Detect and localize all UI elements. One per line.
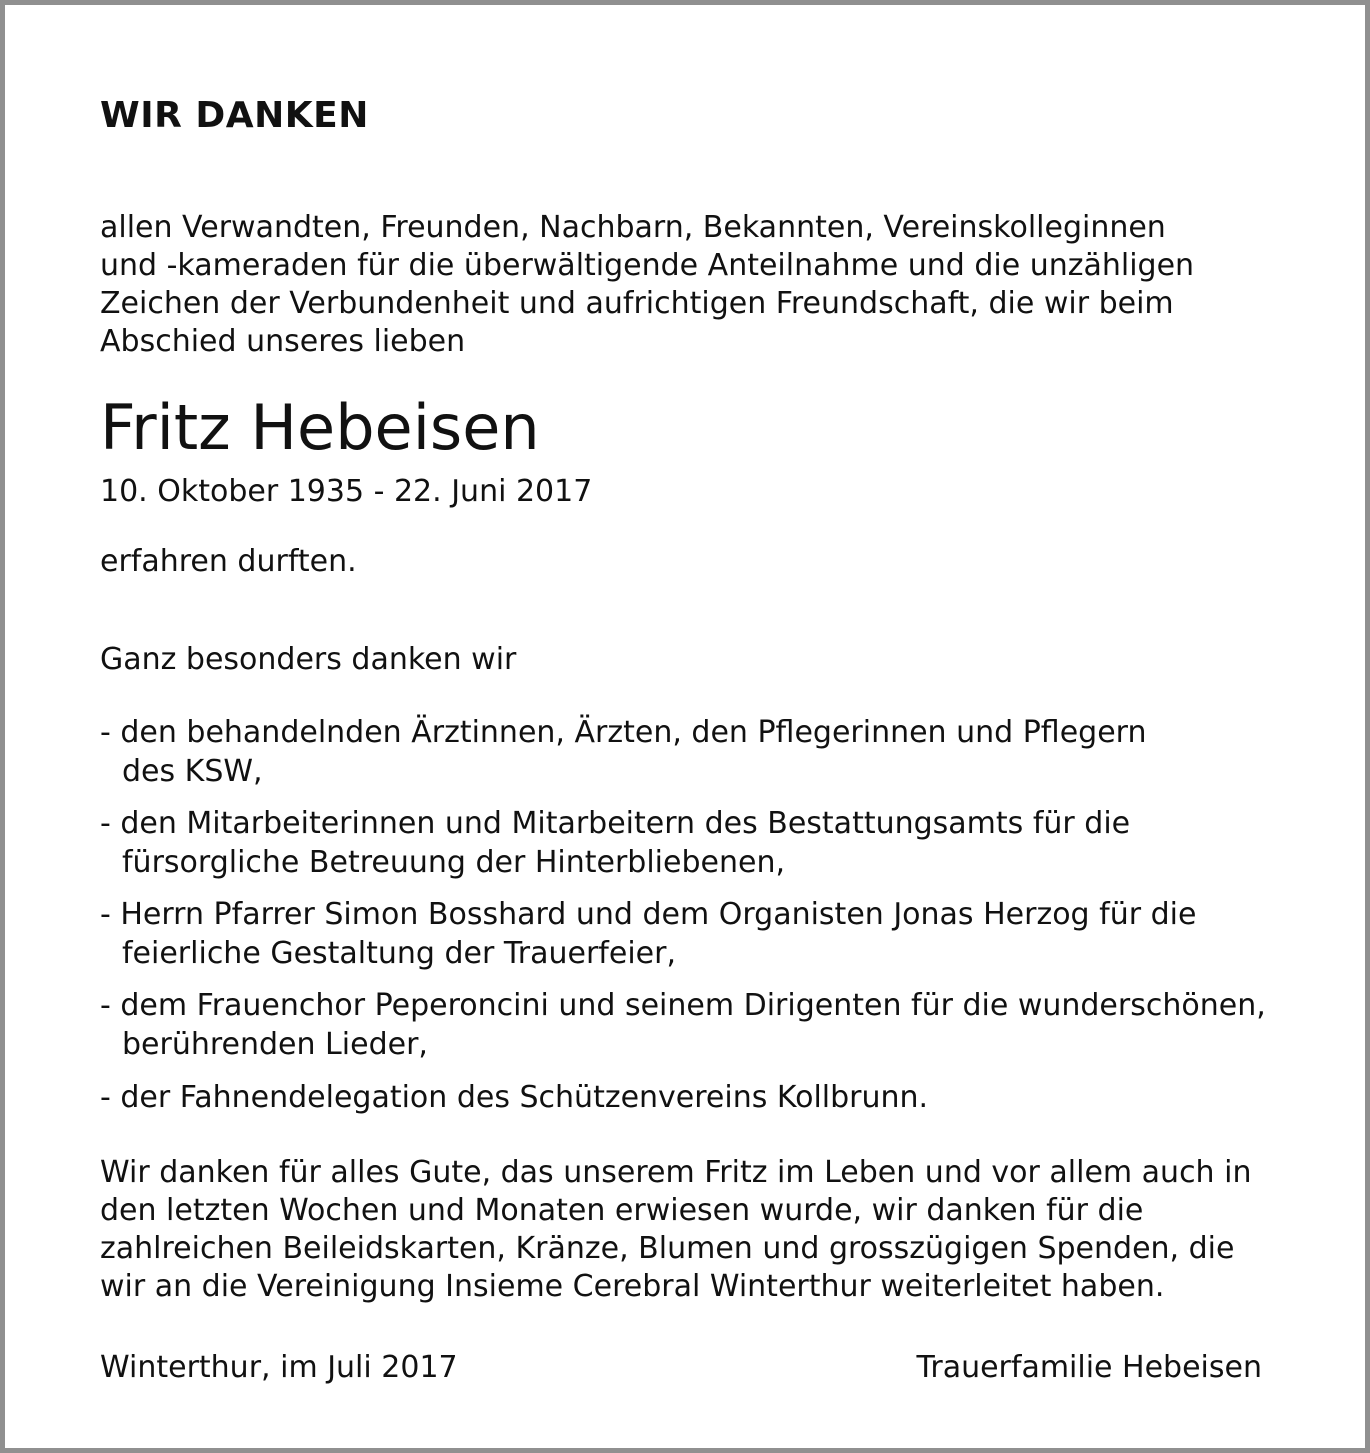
thanks-item <box>100 713 1146 791</box>
continuation-text: erfahren durften. <box>100 544 357 579</box>
thanks-item <box>100 804 1130 882</box>
intro-line: Abschied unseres lieben <box>100 324 466 359</box>
closing-line: Wir danken für alles Gute, das unserem Fritz im Leben und vor allem auch in <box>100 1155 1252 1190</box>
special-thanks-lead: Ganz besonders danken wir <box>100 642 517 677</box>
intro-line: und -kameraden für die überwältigende Anteilnahme und die unzähligen <box>100 248 1195 283</box>
notice-heading: WIR DANKEN <box>100 95 369 136</box>
thanks-item-continuation: feierliche Gestaltung der Trauerfeier, <box>122 936 676 971</box>
life-dates: 10. Oktober 1935 - 22. Juni 2017 <box>100 474 593 509</box>
deceased-name: Fritz Hebeisen <box>100 391 540 464</box>
thanks-item <box>100 986 1266 1064</box>
thanks-item-line: - der Fahnendelegation des Schützenvereins Kollbrunn. <box>100 1080 929 1115</box>
intro-line: Zeichen der Verbundenheit und aufrichtigen Freundschaft, die wir beim <box>100 286 1174 321</box>
closing-paragraph <box>100 1154 1251 1306</box>
place-date: Winterthur, im Juli 2017 <box>100 1350 458 1385</box>
thanks-item <box>100 895 1196 973</box>
closing-line: den letzten Wochen und Monaten erwiesen wurde, wir danken für die <box>100 1193 1144 1228</box>
family-signature: Trauerfamilie Hebeisen <box>916 1350 1262 1385</box>
closing-line: wir an die Vereinigung Insieme Cerebral Winterthur weiterleitet haben. <box>100 1269 1165 1304</box>
thanks-item-continuation: berührenden Lieder, <box>122 1027 428 1062</box>
thanks-item-continuation: fürsorgliche Betreuung der Hinterbliebenen, <box>122 845 785 880</box>
thanks-item-line: - dem Frauenchor Peperoncini und seinem Dirigenten für die wunderschönen, <box>100 988 1266 1023</box>
intro-paragraph <box>100 209 1194 361</box>
thanks-item-line: - Herrn Pfarrer Simon Bosshard und dem Organisten Jonas Herzog für die <box>100 897 1197 932</box>
thanks-item <box>100 1078 928 1117</box>
thanks-item-line: - den Mitarbeiterinnen und Mitarbeitern des Bestattungsamts für die <box>100 806 1131 841</box>
thanks-item-line: - den behandelnden Ärztinnen, Ärzten, den Pflegerinnen und Pflegern <box>100 715 1147 750</box>
closing-line: zahlreichen Beileidskarten, Kränze, Blumen und grosszügigen Spenden, die <box>100 1231 1235 1266</box>
intro-line: allen Verwandten, Freunden, Nachbarn, Bekannten, Vereinskolleginnen <box>100 210 1166 245</box>
thanks-item-continuation: des KSW, <box>122 754 263 789</box>
